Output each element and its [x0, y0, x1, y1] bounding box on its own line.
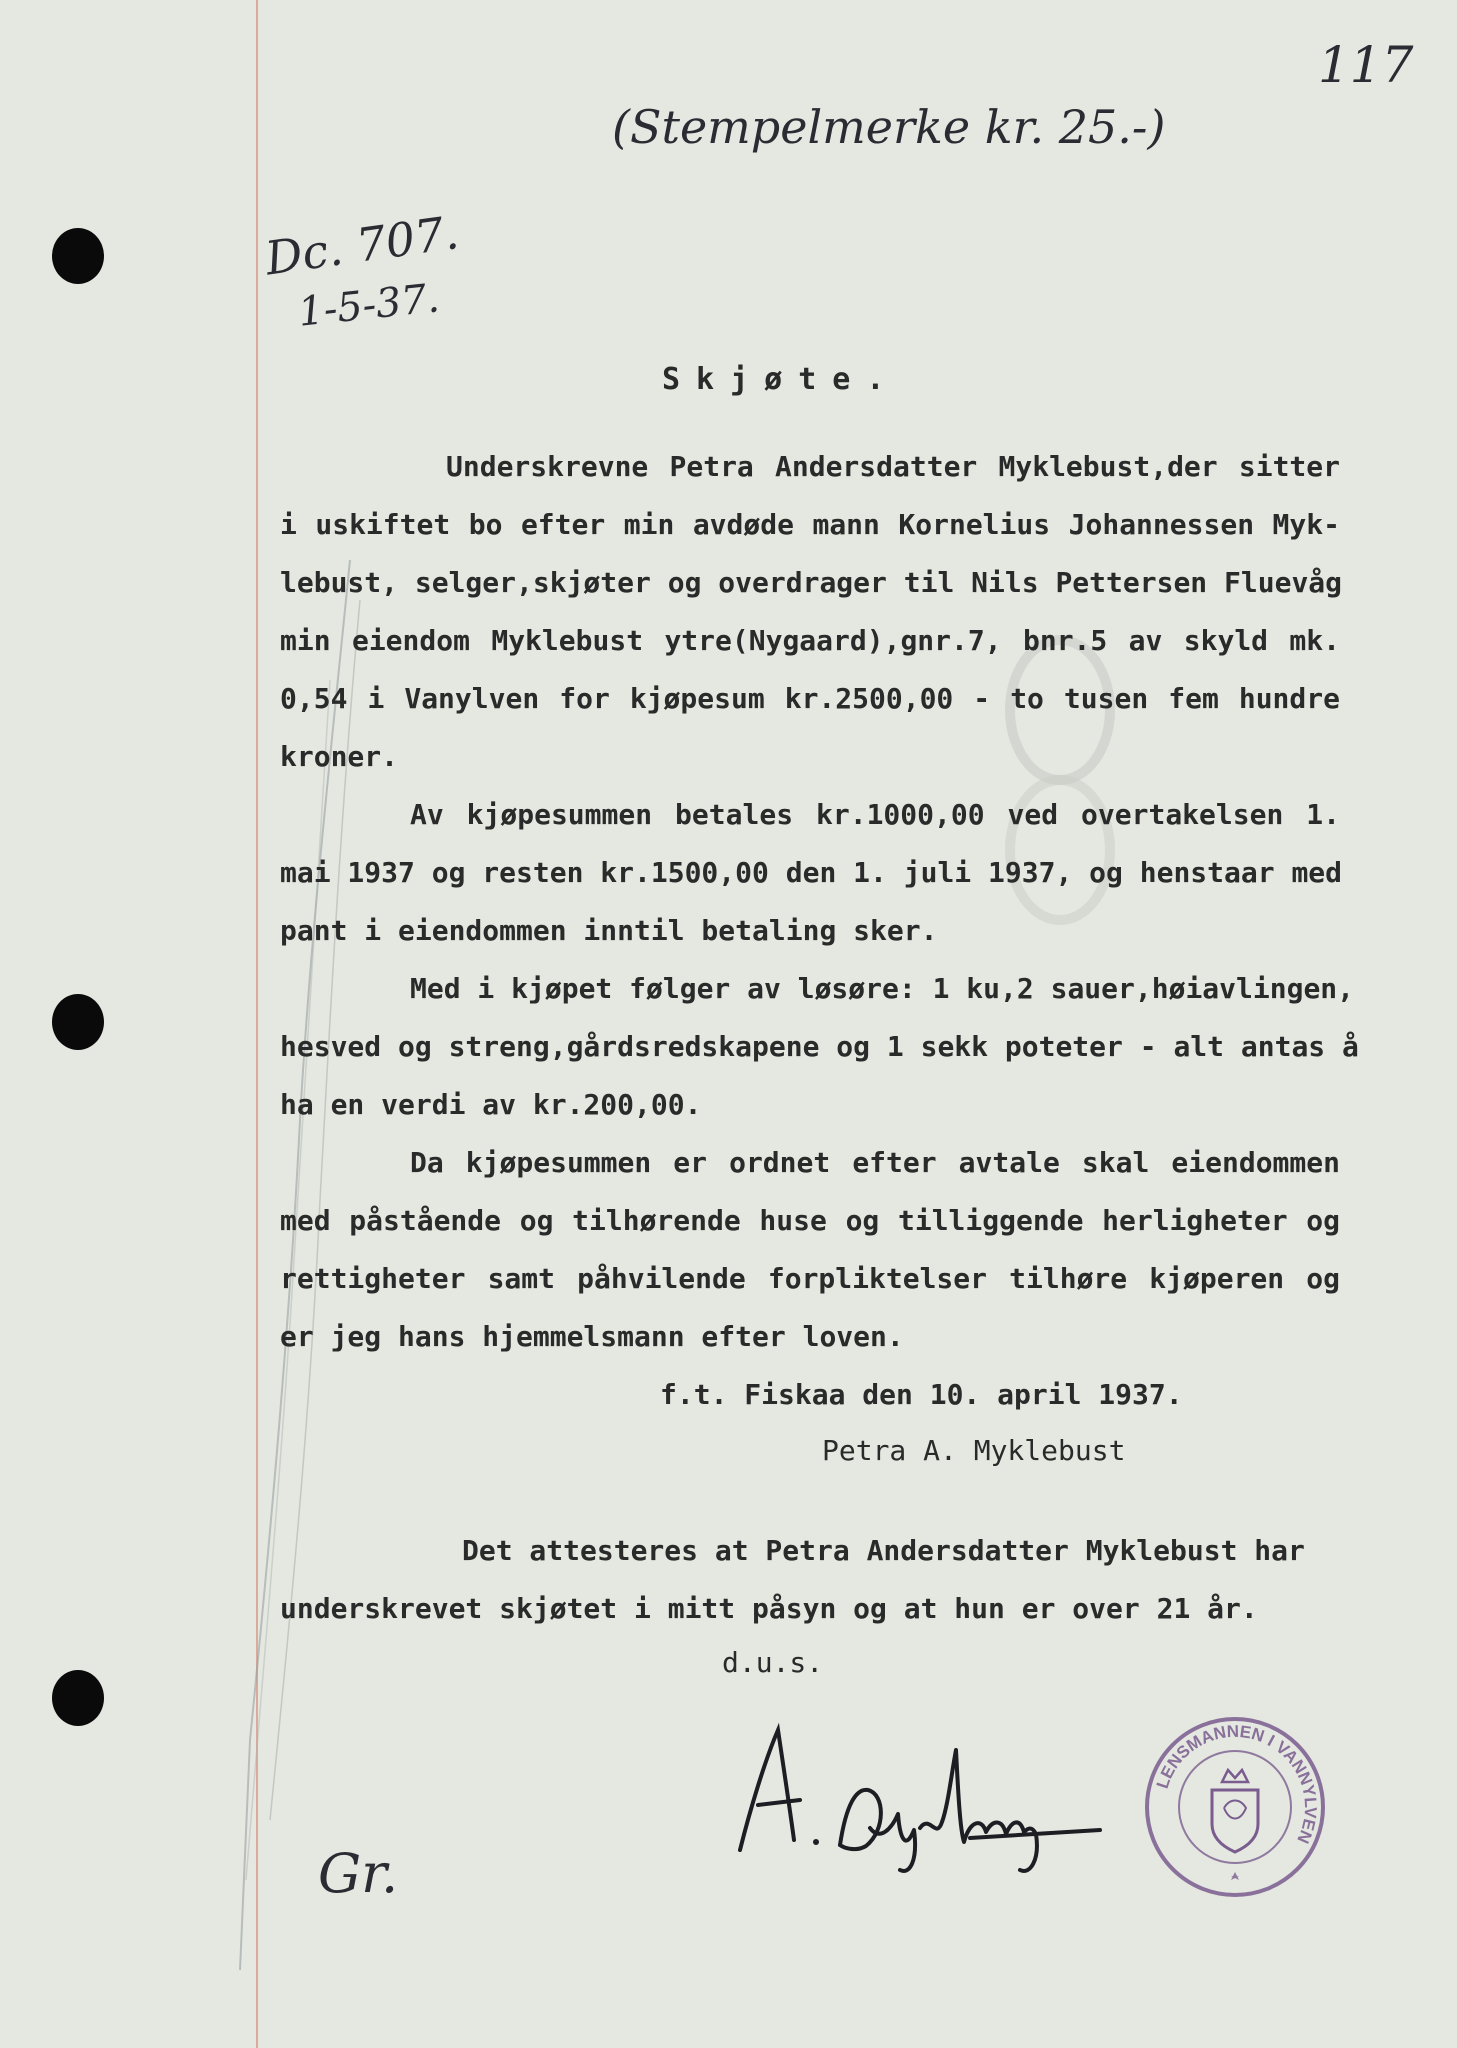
text-line: mai 1937 og resten kr.1500,00 den 1. juli 1937, og henstaar med	[280, 856, 1343, 889]
text-line: min eiendom Myklebust ytre(Nygaard),gnr.7, bnr.5 av skyld mk.	[280, 624, 1340, 657]
text-line: er jeg hans hjemmelsmann efter loven.	[280, 1320, 904, 1353]
punch-hole-top	[52, 228, 104, 284]
paragraph-sale	[280, 438, 1343, 786]
text-line: Underskrevne Petra Andersdatter Myklebust,der sitter	[446, 450, 1340, 483]
document-number: Dc. 707.	[262, 204, 462, 286]
paragraph-payment	[280, 786, 1343, 960]
text-line: pant i eiendommen inntil betaling sker.	[280, 914, 938, 947]
document-date: 1-5-37.	[296, 275, 442, 336]
deed-body	[280, 438, 1359, 1366]
text-line: kroner.	[280, 740, 399, 773]
handwritten-signature	[720, 1710, 1120, 1880]
page-number: 117	[1318, 36, 1414, 94]
paragraph-transfer	[280, 1134, 1340, 1366]
text-line: lebust, selger,skjøter og overdrager til Nils Pettersen Fluevåg	[280, 566, 1343, 599]
svg-text:LENSMANNEN I VANNYLVEN: LENSMANNEN I VANNYLVEN	[1152, 1721, 1321, 1847]
text-line: Da kjøpesummen er ordnet efter avtale skal eiendommen	[410, 1146, 1340, 1179]
text-line: rettigheter samt påhvilende forpliktelser tilhøre kjøperen og	[280, 1262, 1340, 1295]
text-line: Med i kjøpet følger av løsøre: 1 ku,2 sauer,høiavlingen,	[410, 972, 1355, 1005]
text-line: med påstående og tilhørende huse og tilliggende herligheter og	[280, 1204, 1340, 1237]
seller-signature-name: Petra A. Myklebust	[822, 1434, 1126, 1467]
document-title: Skjøte.	[662, 362, 901, 397]
punch-hole-middle	[52, 994, 104, 1050]
stamp-fee-note: (Stempelmerke kr. 25.-)	[612, 100, 1166, 154]
office-seal-stamp	[1140, 1712, 1330, 1902]
text-line: Av kjøpesummen betales kr.1000,00 ved overtakelsen 1.	[410, 798, 1340, 831]
attestation-line: Det attesteres at Petra Andersdatter Myklebust har	[462, 1534, 1305, 1567]
text-line: 0,54 i Vanylven for kjøpesum kr.2500,00 - to tusen fem hundre	[280, 682, 1340, 715]
dus-note: d.u.s.	[722, 1646, 824, 1679]
attestation-line: underskrevet skjøtet i mitt påsyn og at hun er over 21 år.	[280, 1592, 1258, 1625]
clerk-initials: Gr.	[318, 1842, 399, 1905]
text-line: ha en verdi av kr.200,00.	[280, 1088, 702, 1121]
punch-hole-bottom	[52, 1670, 104, 1726]
text-line: hesved og streng,gårdsredskapene og 1 sekk poteter - alt antas å	[280, 1030, 1359, 1063]
paragraph-chattels	[280, 960, 1359, 1134]
place-and-date: f.t. Fiskaa den 10. april 1937.	[660, 1378, 1183, 1411]
text-line: i uskiftet bo efter min avdøde mann Kornelius Johannessen Myk-	[280, 508, 1340, 541]
